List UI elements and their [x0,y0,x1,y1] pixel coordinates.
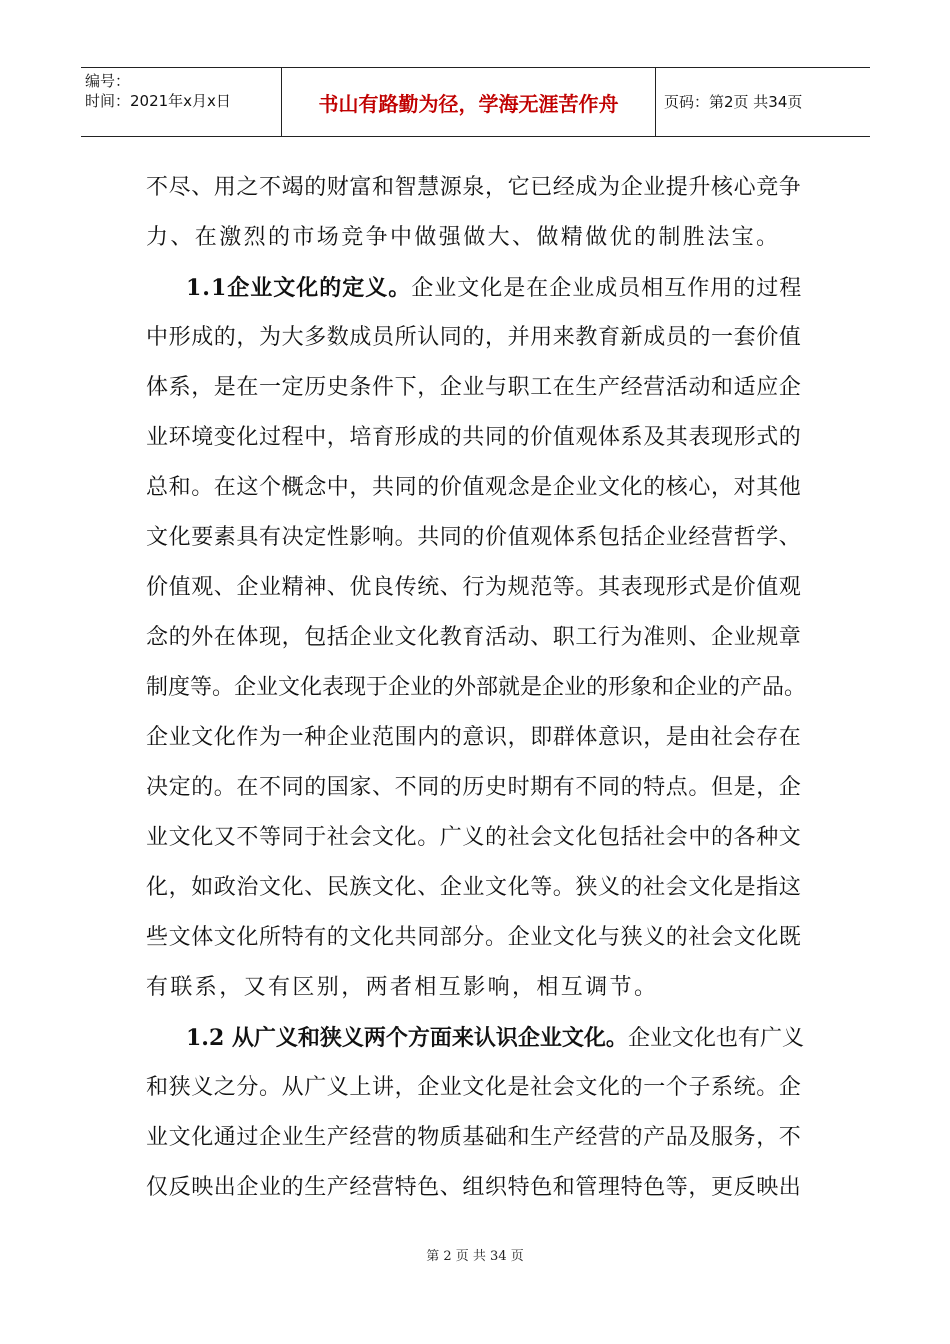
document-number-label: 编号： [85,72,131,90]
header-page-cell [656,68,870,136]
body-line: 制度等。企业文化表现于企业的外部就是企业的形象和企业的产品。 [146,675,807,700]
section-heading-1-1: 1.1企业文化的定义。 [186,275,412,301]
body-line: 1.2 从广义和狭义两个方面来认识企业文化。企业文化也有广义 [186,1025,804,1051]
body-line: 业文化又不等同于社会文化。广义的社会文化包括社会中的各种文 [146,825,802,850]
document-body [146,163,806,1213]
document-header [81,67,870,137]
body-line: 企业文化作为一种企业范围内的意识，即群体意识，是由社会存在 [146,725,802,750]
body-line: 力、在激烈的市场竞争中做强做大、做精做优的制胜法宝。 [146,225,781,250]
body-line: 和狭义之分。从广义上讲，企业文化是社会文化的一个子系统。企 [146,1075,802,1100]
header-page-code: 页码：第2页 共34页 [664,93,803,111]
section-heading-1-2: 1.2 从广义和狭义两个方面来认识企业文化。 [186,1025,628,1051]
body-line: 中形成的，为大多数成员所认同的，并用来教育新成员的一套价值 [146,325,802,350]
body-line: 价值观、企业精神、优良传统、行为规范等。其表现形式是价值观 [146,575,802,600]
body-line: 些文体文化所特有的文化共同部分。企业文化与狭义的社会文化既 [146,925,802,950]
body-line: 念的外在体现，包括企业文化教育活动、职工行为准则、企业规章 [146,625,802,650]
body-line: 业环境变化过程中，培育形成的共同的价值观体系及其表现形式的 [146,425,802,450]
body-line: 化，如政治文化、民族文化、企业文化等。狭义的社会文化是指这 [146,875,802,900]
body-line: 不尽、用之不竭的财富和智慧源泉，它已经成为企业提升核心竞争 [146,175,802,200]
body-line: 文化要素具有决定性影响。共同的价值观体系包括企业经营哲学、 [146,525,802,550]
header-motto-cell [282,68,656,136]
body-line: 体系，是在一定历史条件下，企业与职工在生产经营活动和适应企 [146,375,802,400]
body-line: 有联系，又有区别，两者相互影响，相互调节。 [146,975,659,1000]
body-line: 决定的。在不同的国家、不同的历史时期有不同的特点。但是，企 [146,775,802,800]
body-line: 仅反映出企业的生产经营特色、组织特色和管理特色等，更反映出 [146,1175,802,1200]
header-info-cell [81,68,282,136]
page-footer: 第 2 页 共 34 页 [426,1249,524,1264]
document-date-label: 时间：2021年x月x日 [85,92,231,110]
body-line: 业文化通过企业生产经营的物质基础和生产经营的产品及服务，不 [146,1125,802,1150]
body-line: 总和。在这个概念中，共同的价值观念是企业文化的核心，对其他 [146,475,802,500]
body-line: 1.1企业文化的定义。企业文化是在企业成员相互作用的过程 [186,275,803,301]
header-motto: 书山有路勤为径，学海无涯苦作舟 [318,92,619,116]
